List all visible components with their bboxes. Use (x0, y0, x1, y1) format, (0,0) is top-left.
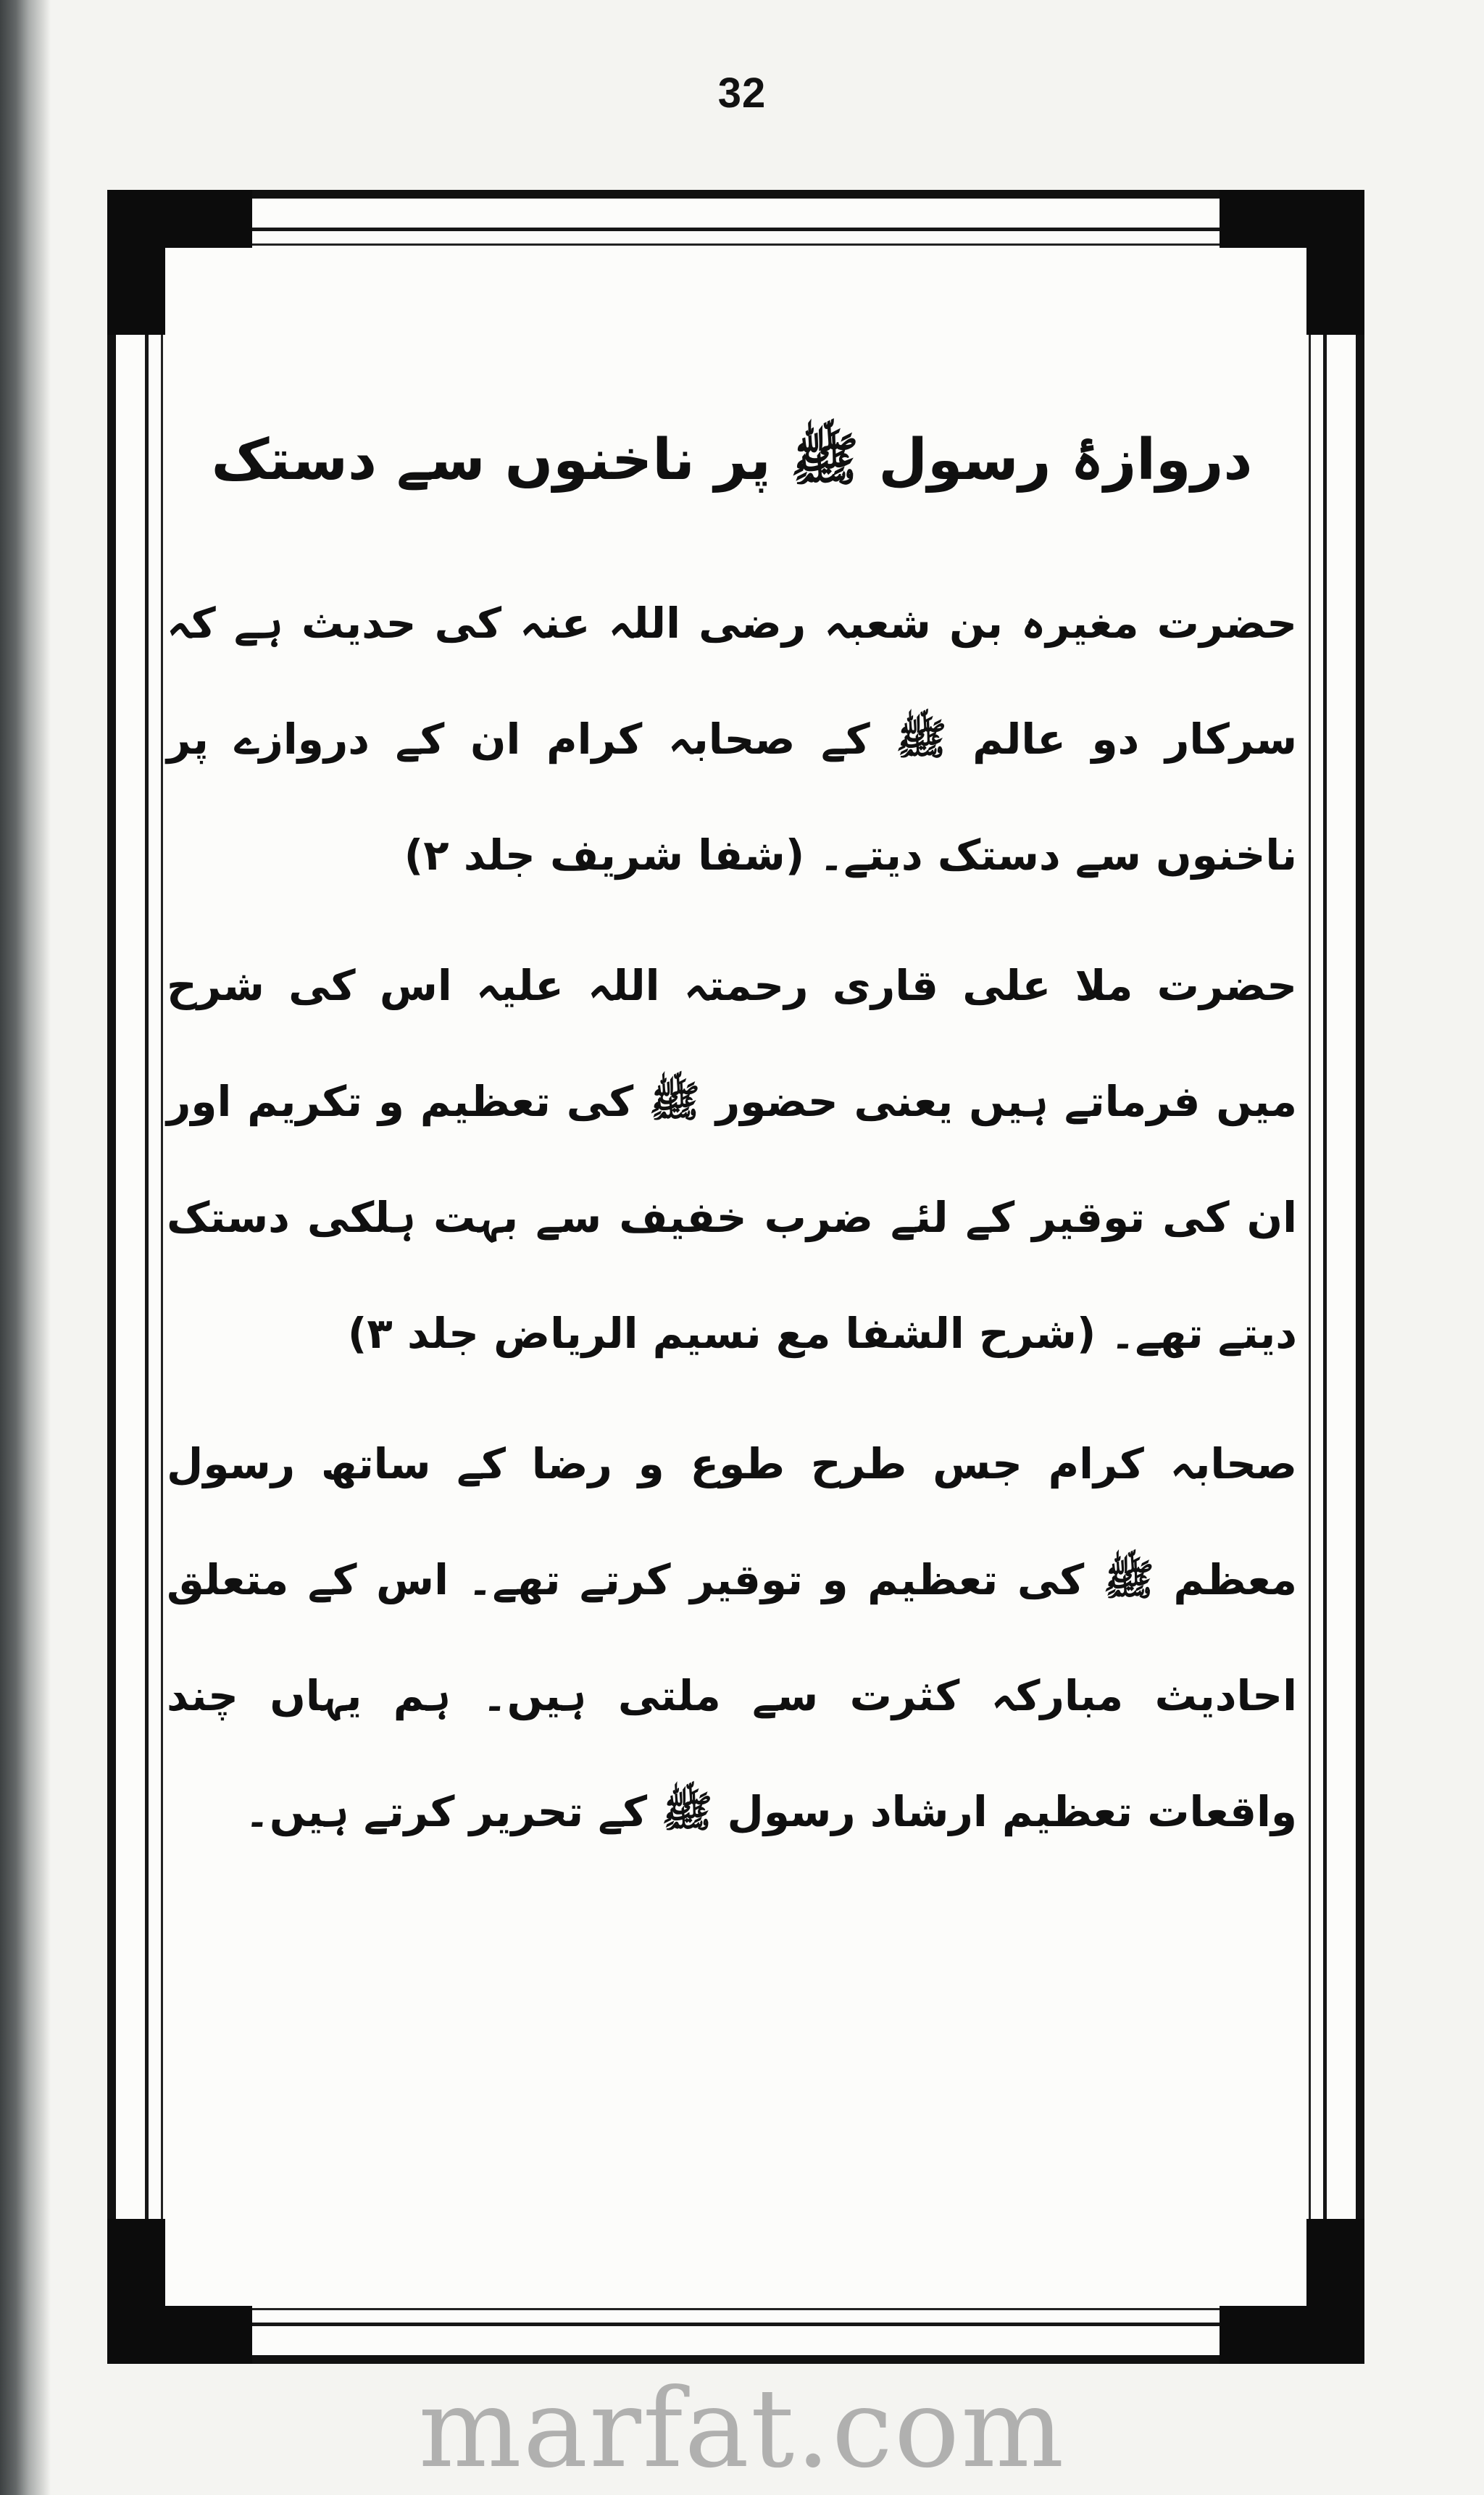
site-watermark: marfat.com (418, 2366, 1066, 2492)
page-number: 32 (717, 70, 767, 117)
frame-corner-bottom-left (107, 2219, 252, 2364)
paragraph-2: حضرت ملا علی قاری رحمتہ اللہ علیہ اس کی شرح میں فرماتے ہیں یعنی حضور ﷺ کی تعظیم و تکریم اور ان کی توقیر کے لئے ضرب خفیف سے بہت ہلکی دستک دیتے تھے۔ (شرح الشفا مع نسیم الریاض جلد ۳) (167, 961, 1297, 1358)
paragraph-1: حضرت مغیرہ بن شعبہ رضی اللہ عنہ کی حدیث ہے کہ سرکار دو عالم ﷺ کے صحابہ کرام ان کے دروازے پر ناخنوں سے دستک دیتے۔ (شفا شریف جلد ۲) (167, 599, 1297, 880)
frame-corner-bottom-right (1220, 2219, 1364, 2364)
page-content (167, 406, 1297, 1884)
frame-corner-top-left (107, 190, 252, 335)
paragraph-3: صحابہ کرام جس طرح طوع و رضا کے ساتھ رسول معظم ﷺ کی تعظیم و توقیر کرتے تھے۔ اس کے متعلق احادیث مبارکہ کثرت سے ملتی ہیں۔ ہم یہاں چند واقعات تعظیم ارشاد رسول ﷺ کے تحریر کرتے ہیں۔ (167, 1439, 1297, 1836)
scan-edge-shadow (0, 0, 51, 2495)
chapter-heading: دروازۂ رسول ﷺ پر ناخنوں سے دستک (211, 428, 1253, 493)
frame-corner-top-right (1220, 190, 1364, 335)
